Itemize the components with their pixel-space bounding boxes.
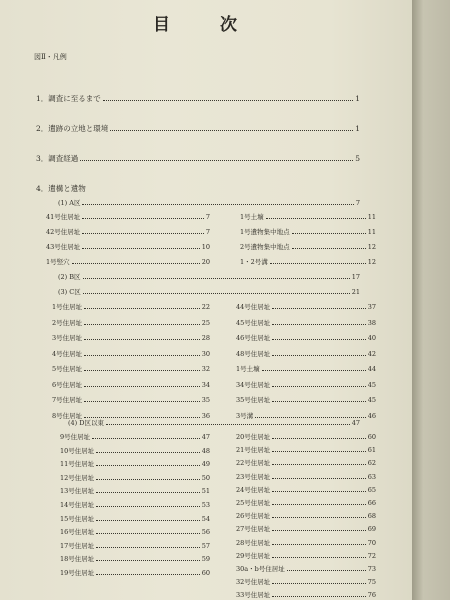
area-c-heading bbox=[58, 287, 360, 296]
toc-page: 42 bbox=[367, 349, 376, 358]
leader-dots bbox=[96, 559, 199, 561]
toc-entry bbox=[46, 212, 210, 221]
leader-dots bbox=[272, 582, 365, 584]
leader-dots bbox=[272, 556, 365, 558]
toc-label: 42号住居址 bbox=[46, 228, 81, 236]
leader-dots bbox=[84, 385, 200, 387]
leader-dots bbox=[292, 232, 366, 234]
toc-page: 1 bbox=[355, 94, 360, 103]
toc-label: 21号住居址 bbox=[236, 446, 271, 455]
toc-entry bbox=[240, 242, 376, 251]
toc-entry bbox=[52, 349, 210, 358]
leader-dots bbox=[96, 573, 199, 575]
toc-page: 17 bbox=[351, 273, 360, 281]
toc-entry bbox=[236, 395, 376, 404]
leader-dots bbox=[82, 247, 199, 249]
leader-dots bbox=[272, 463, 365, 465]
toc-label: 48号住居址 bbox=[236, 349, 271, 358]
toc-page: 30 bbox=[201, 349, 210, 358]
toc-page: 21 bbox=[351, 288, 360, 296]
toc-page: 49 bbox=[201, 460, 210, 469]
leader-dots bbox=[272, 450, 365, 452]
toc-entry bbox=[236, 458, 376, 467]
toc-page: 35 bbox=[201, 396, 210, 404]
toc-entry bbox=[46, 227, 210, 236]
toc-page: 36 bbox=[201, 411, 210, 420]
toc-label: 2号住居址 bbox=[52, 318, 83, 327]
leader-dots bbox=[96, 451, 199, 453]
toc-page: 12 bbox=[367, 243, 376, 251]
toc-label: 9号住居址 bbox=[60, 433, 91, 441]
leader-dots bbox=[272, 354, 365, 356]
toc-entry bbox=[236, 472, 376, 481]
toc-label: 3号住居址 bbox=[52, 334, 83, 342]
toc-label: 22号住居址 bbox=[236, 459, 271, 468]
toc-entry bbox=[60, 473, 210, 482]
toc-page: 47 bbox=[351, 419, 360, 427]
toc-page: 40 bbox=[367, 334, 376, 342]
toc-entry bbox=[240, 227, 376, 236]
toc-entry bbox=[236, 590, 376, 599]
toc-label: 2号遺物集中地点 bbox=[240, 243, 290, 251]
leader-dots bbox=[272, 543, 365, 545]
leader-dots bbox=[272, 338, 365, 340]
toc-entry bbox=[46, 242, 210, 251]
leader-dots bbox=[272, 503, 365, 505]
toc-entry bbox=[52, 395, 210, 404]
leader-dots bbox=[272, 490, 365, 492]
toc-page: 11 bbox=[367, 213, 376, 221]
toc-entry bbox=[236, 551, 376, 560]
leader-dots bbox=[84, 307, 200, 309]
toc-label: 1号土壙 bbox=[240, 213, 264, 221]
toc-page: 7 bbox=[205, 213, 210, 221]
toc-label: 33号住居址 bbox=[236, 591, 271, 600]
toc-page: 45 bbox=[367, 380, 376, 389]
toc-label: 1号土壙 bbox=[236, 365, 260, 373]
toc-label: 1・2号溝 bbox=[240, 258, 268, 266]
toc-page: 51 bbox=[201, 487, 210, 496]
toc-page: 7 bbox=[355, 199, 360, 207]
toc-label: (2) B区 bbox=[58, 273, 81, 281]
leader-dots bbox=[96, 519, 199, 521]
leader-dots bbox=[272, 307, 365, 309]
toc-entry bbox=[60, 568, 210, 577]
toc-entry bbox=[52, 318, 210, 327]
toc-page: 32 bbox=[201, 365, 210, 373]
toc-label: 10号住居址 bbox=[60, 446, 95, 455]
leader-dots bbox=[272, 477, 365, 479]
leader-dots bbox=[82, 203, 353, 205]
toc-page: 44 bbox=[367, 365, 376, 373]
area-a-heading bbox=[58, 198, 360, 207]
toc-page: 60 bbox=[367, 433, 376, 441]
toc-page: 37 bbox=[367, 303, 376, 311]
toc-page: 53 bbox=[201, 501, 210, 509]
plates-legend-entry: 図Ⅱ・凡例 bbox=[34, 53, 67, 61]
leader-dots bbox=[84, 338, 200, 340]
leader-dots bbox=[84, 400, 200, 402]
toc-entry bbox=[52, 302, 210, 311]
toc-label: 12号住居址 bbox=[60, 473, 95, 482]
toc-label: 24号住居址 bbox=[236, 485, 271, 494]
toc-label: 41号住居址 bbox=[46, 213, 81, 221]
toc-page: 73 bbox=[367, 565, 376, 573]
toc-page: 72 bbox=[367, 551, 376, 560]
leader-dots bbox=[292, 247, 366, 249]
toc-page: 12 bbox=[367, 258, 376, 266]
toc-entry bbox=[236, 485, 376, 494]
toc-label: 18号住居址 bbox=[60, 555, 95, 564]
toc-entry bbox=[236, 302, 376, 311]
toc-label: 30a・b号住居址 bbox=[236, 565, 285, 573]
toc-label: (1) A区 bbox=[58, 199, 81, 207]
toc-page: 62 bbox=[367, 459, 376, 468]
toc-label: 7号住居址 bbox=[52, 396, 83, 404]
toc-page: 68 bbox=[367, 512, 376, 521]
toc-page: 61 bbox=[367, 446, 376, 455]
toc-label: 32号住居址 bbox=[236, 578, 271, 587]
toc-section-heading: 4．遺構と遺物 bbox=[36, 184, 86, 193]
page-edge-shadow bbox=[412, 0, 450, 600]
leader-dots bbox=[96, 491, 199, 493]
toc-label: 3号溝 bbox=[236, 411, 254, 420]
toc-section bbox=[36, 93, 360, 104]
leader-dots bbox=[80, 159, 353, 161]
toc-page: 45 bbox=[367, 396, 376, 404]
toc-page: 66 bbox=[367, 499, 376, 507]
toc-entry bbox=[236, 333, 376, 342]
toc-entry bbox=[60, 541, 210, 550]
leader-dots bbox=[103, 99, 353, 101]
toc-label: 25号住居址 bbox=[236, 499, 271, 507]
toc-entry bbox=[60, 514, 210, 523]
toc-entry bbox=[240, 257, 376, 266]
toc-label: 45号住居址 bbox=[236, 318, 271, 327]
leader-dots bbox=[96, 478, 199, 480]
toc-label: 15号住居址 bbox=[60, 514, 95, 523]
toc-label: 8号住居址 bbox=[52, 411, 83, 420]
toc-entry bbox=[60, 486, 210, 495]
toc-page: 75 bbox=[367, 578, 376, 587]
leader-dots bbox=[84, 323, 200, 325]
toc-label: (3) C区 bbox=[58, 288, 81, 296]
toc-page: 65 bbox=[367, 485, 376, 494]
toc-entry bbox=[60, 432, 210, 441]
leader-dots bbox=[272, 595, 365, 597]
leader-dots bbox=[266, 217, 366, 219]
leader-dots bbox=[82, 217, 204, 219]
toc-label: 43号住居址 bbox=[46, 243, 81, 251]
toc-entry bbox=[236, 364, 376, 373]
toc-label: 19号住居址 bbox=[60, 569, 95, 577]
toc-entry bbox=[60, 459, 210, 468]
toc-label: 46号住居址 bbox=[236, 334, 271, 342]
toc-label: 35号住居址 bbox=[236, 396, 271, 404]
leader-dots bbox=[96, 532, 199, 534]
toc-page: 34 bbox=[201, 380, 210, 389]
toc-section bbox=[36, 123, 360, 134]
toc-label: (4) D区以東 bbox=[68, 419, 104, 427]
toc-entry bbox=[236, 498, 376, 507]
leader-dots bbox=[82, 232, 204, 234]
toc-label: 27号住居址 bbox=[236, 525, 271, 534]
area-d-heading bbox=[68, 418, 360, 427]
leader-dots bbox=[272, 400, 365, 402]
toc-entry bbox=[236, 577, 376, 586]
toc-label: 3．調査経過 bbox=[36, 154, 79, 163]
toc-page: 48 bbox=[201, 446, 210, 455]
toc-label: 1号遺物集中地点 bbox=[240, 228, 290, 236]
toc-entry bbox=[60, 554, 210, 563]
toc-label: 16号住居址 bbox=[60, 528, 95, 537]
toc-label: 13号住居址 bbox=[60, 487, 95, 496]
toc-entry bbox=[236, 445, 376, 454]
toc-page: 22 bbox=[201, 303, 210, 311]
toc-page: 11 bbox=[367, 228, 376, 236]
toc-label: 11号住居址 bbox=[60, 460, 95, 469]
toc-label: 5号住居址 bbox=[52, 365, 83, 373]
toc-page: 10 bbox=[201, 243, 210, 251]
leader-dots bbox=[106, 423, 350, 425]
toc-page: 63 bbox=[367, 472, 376, 481]
leader-dots bbox=[96, 464, 199, 466]
toc-label: 6号住居址 bbox=[52, 380, 83, 389]
leader-dots bbox=[272, 437, 365, 439]
area-b-heading bbox=[58, 272, 360, 281]
toc-entry bbox=[236, 318, 376, 327]
toc-page: 5 bbox=[355, 154, 360, 163]
toc-page: 28 bbox=[201, 334, 210, 342]
toc-entry bbox=[60, 446, 210, 455]
toc-page: 76 bbox=[367, 591, 376, 600]
toc-label: 2．遺跡の立地と環境 bbox=[36, 124, 109, 133]
toc-page: 46 bbox=[367, 411, 376, 420]
leader-dots bbox=[110, 129, 353, 131]
toc-entry bbox=[60, 500, 210, 509]
toc-label: 1号竪穴 bbox=[46, 258, 70, 266]
toc-label: 20号住居址 bbox=[236, 433, 271, 441]
leader-dots bbox=[272, 385, 365, 387]
toc-section bbox=[36, 153, 360, 164]
toc-entry bbox=[236, 380, 376, 389]
page-title: 目 次 bbox=[153, 15, 259, 35]
toc-page: 1 bbox=[355, 124, 360, 133]
toc-page: 7 bbox=[205, 228, 210, 236]
toc-label: 17号住居址 bbox=[60, 541, 95, 550]
toc-label: 34号住居址 bbox=[236, 380, 271, 389]
toc-label: 1号住居址 bbox=[52, 303, 83, 311]
leader-dots bbox=[83, 292, 350, 294]
toc-page: 57 bbox=[201, 541, 210, 550]
toc-label: 28号住居址 bbox=[236, 538, 271, 547]
toc-page: 25 bbox=[201, 318, 210, 327]
toc-page: 60 bbox=[201, 569, 210, 577]
leader-dots bbox=[272, 529, 365, 531]
toc-label: 4号住居址 bbox=[52, 349, 83, 358]
toc-entry bbox=[52, 364, 210, 373]
toc-page: 54 bbox=[201, 514, 210, 523]
toc-entry bbox=[52, 380, 210, 389]
leader-dots bbox=[92, 437, 200, 439]
leader-dots bbox=[83, 277, 350, 279]
leader-dots bbox=[96, 546, 199, 548]
leader-dots bbox=[96, 505, 199, 507]
toc-label: 26号住居址 bbox=[236, 512, 271, 521]
toc-page: 56 bbox=[201, 528, 210, 537]
toc-entry bbox=[236, 564, 376, 573]
toc-label: 23号住居址 bbox=[236, 472, 271, 481]
leader-dots bbox=[262, 369, 366, 371]
toc-label: 44号住居址 bbox=[236, 303, 271, 311]
toc-page: 47 bbox=[201, 433, 210, 441]
toc-entry bbox=[236, 349, 376, 358]
toc-page: 20 bbox=[201, 258, 210, 266]
toc-label: 1．調査に至るまで bbox=[36, 94, 101, 103]
toc-entry bbox=[46, 257, 210, 266]
toc-page: 38 bbox=[367, 318, 376, 327]
toc-page: 59 bbox=[201, 555, 210, 564]
toc-entry bbox=[236, 511, 376, 520]
toc-page: 69 bbox=[367, 525, 376, 534]
leader-dots bbox=[272, 516, 365, 518]
toc-entry bbox=[60, 527, 210, 536]
toc-entry bbox=[236, 538, 376, 547]
toc-label: 29号住居址 bbox=[236, 551, 271, 560]
leader-dots bbox=[287, 569, 366, 571]
toc-page: 50 bbox=[201, 473, 210, 482]
leader-dots bbox=[270, 262, 366, 264]
leader-dots bbox=[84, 354, 200, 356]
leader-dots bbox=[84, 369, 200, 371]
toc-entry bbox=[240, 212, 376, 221]
toc-entry bbox=[236, 432, 376, 441]
toc-label: 14号住居址 bbox=[60, 501, 95, 509]
leader-dots bbox=[272, 323, 365, 325]
toc-page: 70 bbox=[367, 538, 376, 547]
leader-dots bbox=[72, 262, 200, 264]
toc-entry bbox=[52, 333, 210, 342]
toc-entry bbox=[236, 524, 376, 533]
